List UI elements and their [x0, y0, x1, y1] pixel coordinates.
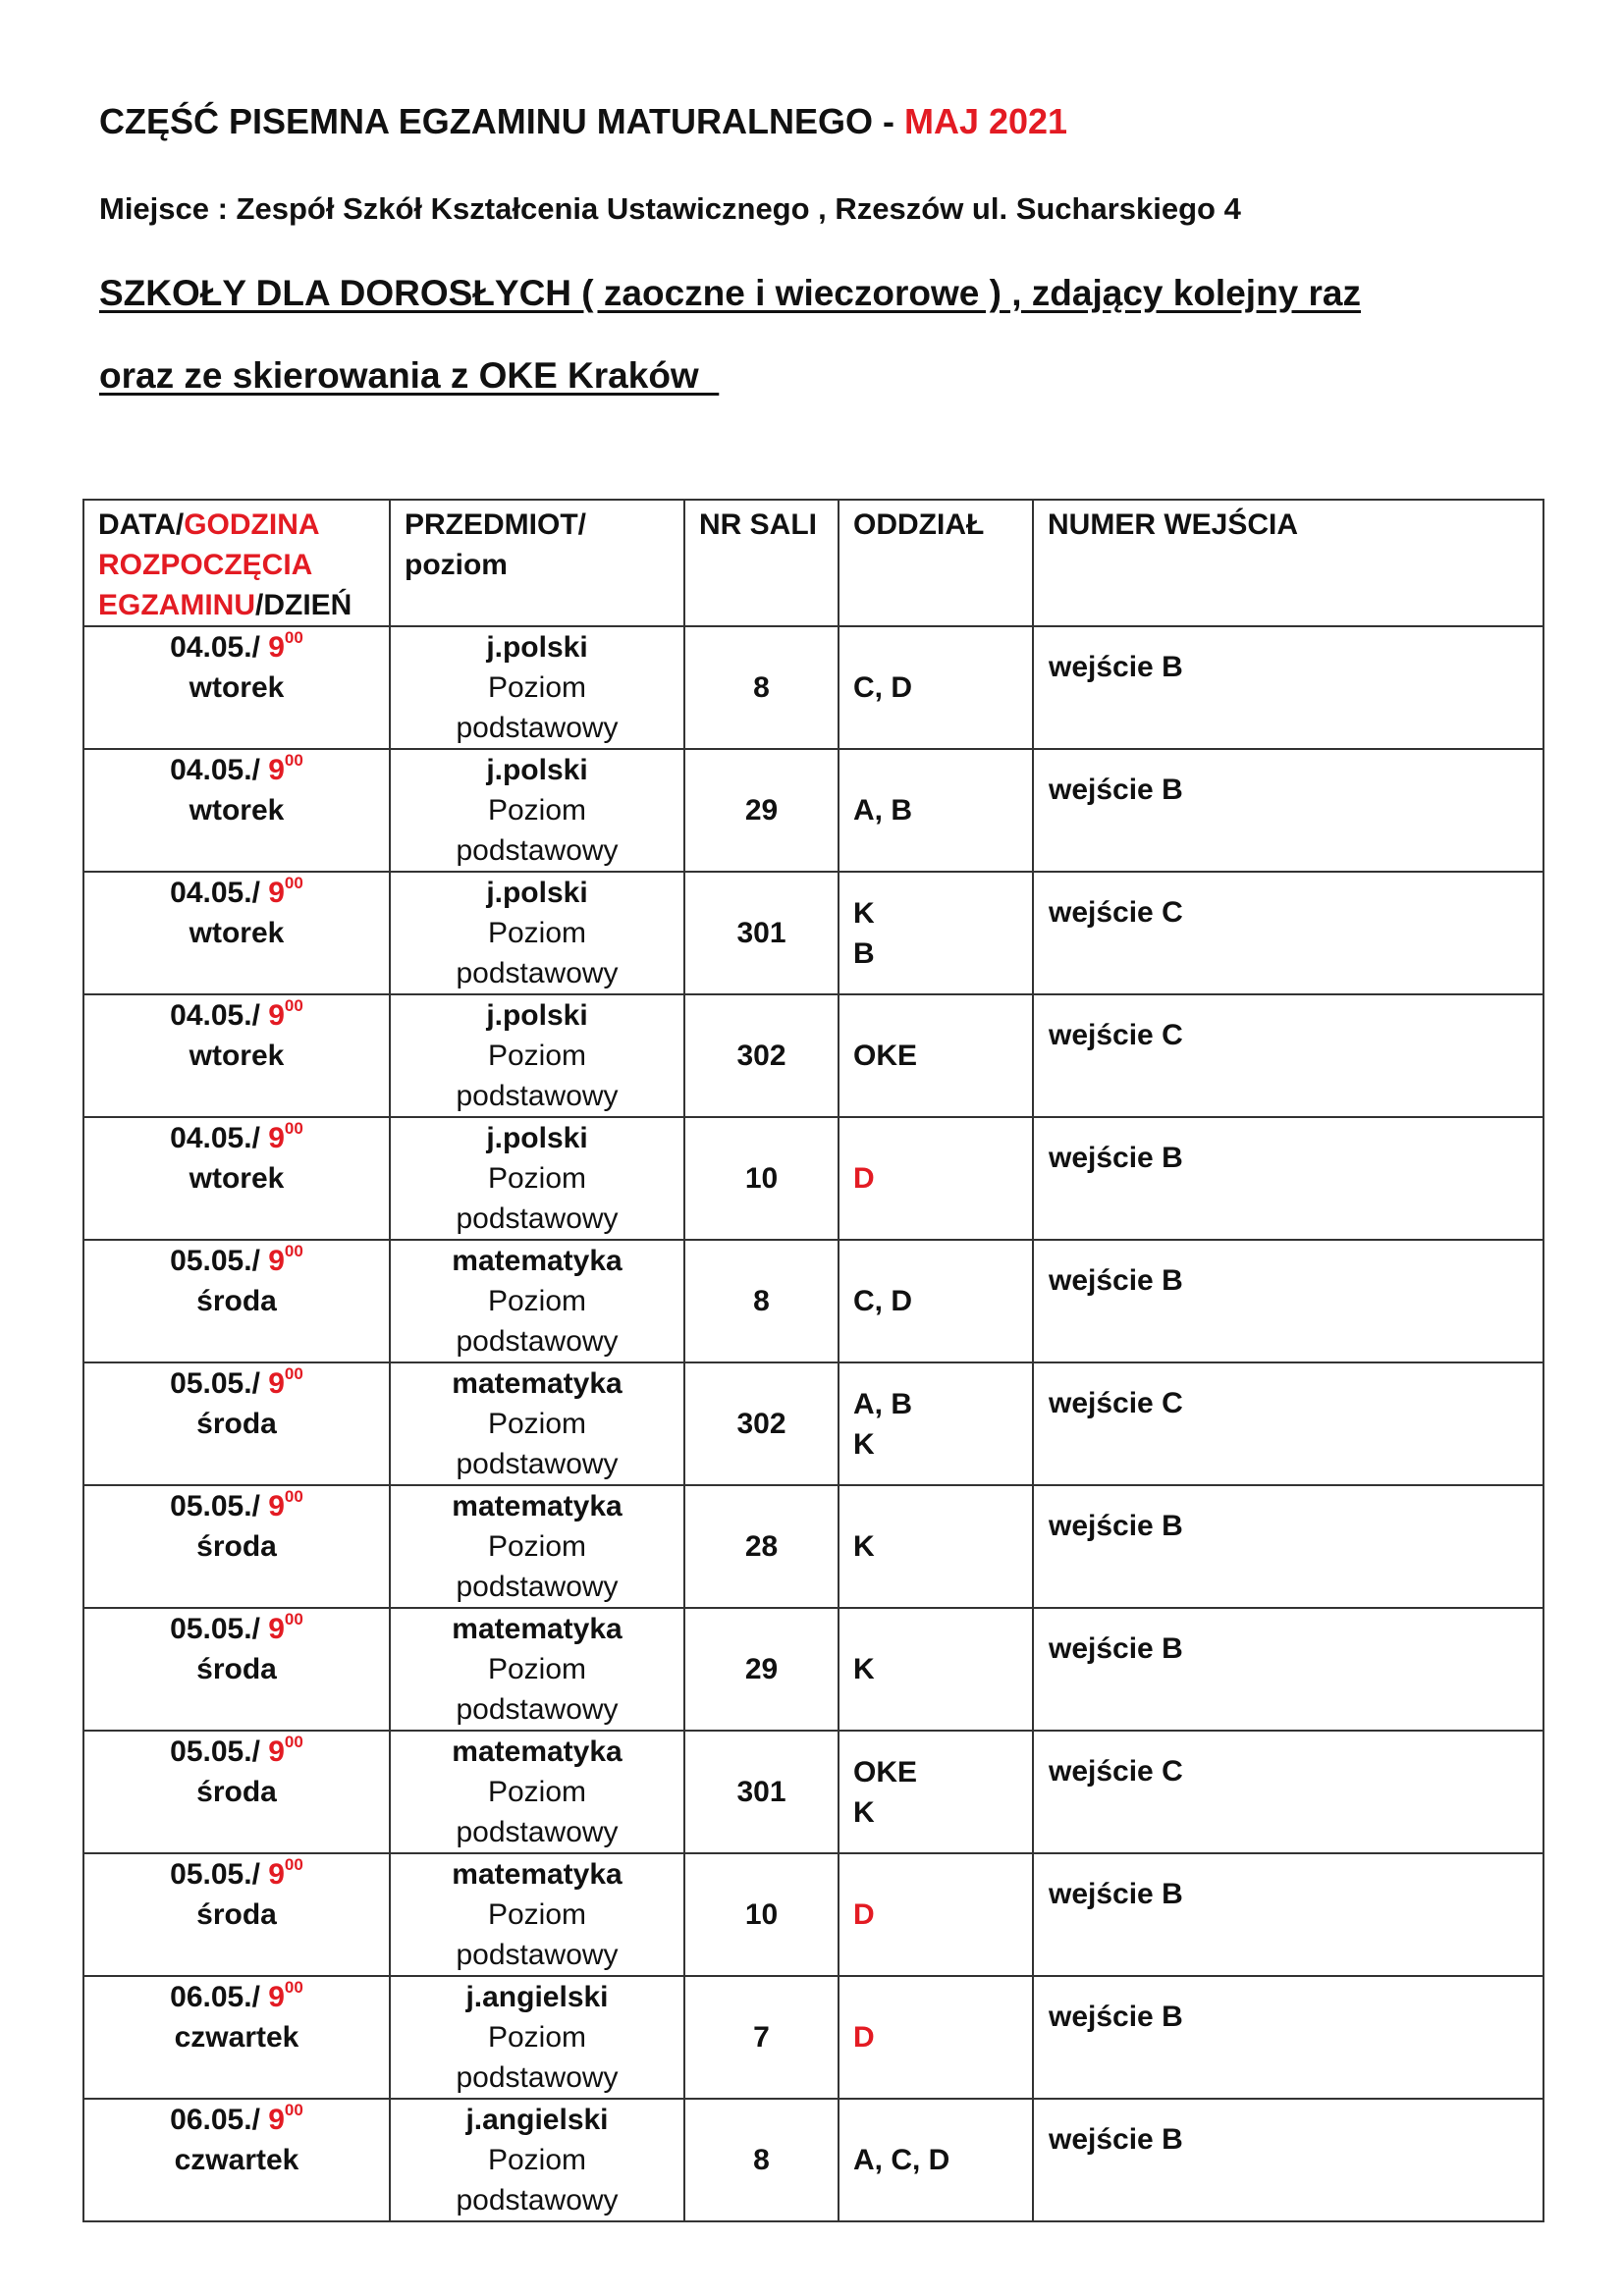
- hour-value: 9: [268, 1122, 285, 1154]
- exam-hour: [268, 1487, 303, 1522]
- exam-day: wtorek: [189, 917, 285, 949]
- exam-date: 04.05./: [170, 999, 269, 1032]
- exam-date: 05.05./: [170, 1490, 269, 1522]
- group-primary: D: [853, 1162, 875, 1195]
- table-row: [83, 1853, 1543, 1976]
- entrance-cell: wejście C: [1033, 1731, 1543, 1853]
- level-value: podstawowy: [456, 957, 619, 989]
- subject-cell: [390, 1853, 684, 1976]
- title-date: MAJ 2021: [903, 101, 1068, 141]
- subject-cell: [390, 1976, 684, 2099]
- subject-name: matematyka: [452, 1735, 623, 1768]
- hour-value: 9: [268, 1735, 285, 1768]
- group-primary: D: [853, 2021, 875, 2054]
- subject-cell: [390, 1117, 684, 1240]
- title-main: CZĘŚĆ PISEMNA EGZAMINU MATURALNEGO -: [99, 101, 904, 141]
- table-row: [83, 1240, 1543, 1362]
- group-primary: C, D: [853, 1285, 912, 1317]
- document-title: [99, 101, 1067, 142]
- exam-day: wtorek: [189, 1040, 285, 1072]
- table-row: [83, 1117, 1543, 1240]
- exam-date: 04.05./: [170, 754, 269, 786]
- group-primary: OKE: [853, 1755, 918, 1789]
- table-body: [83, 626, 1543, 2221]
- minutes-value: 00: [284, 1855, 303, 1874]
- table-row: [83, 1608, 1543, 1731]
- exam-date: 06.05./: [170, 2104, 269, 2136]
- exam-schedule-table: [82, 499, 1544, 2222]
- exam-location: Miejsce : Zespół Szkół Kształcenia Ustawicznego , Rzeszów ul. Sucharskiego 4: [99, 191, 1241, 226]
- minutes-value: 00: [284, 1364, 303, 1383]
- hour-value: 9: [268, 1981, 285, 2013]
- room-number: 301: [684, 1731, 839, 1853]
- subject-name: matematyka: [452, 1490, 623, 1522]
- exam-hour: [268, 1242, 303, 1277]
- schools-subtitle: SZKOŁY DLA DOROSŁYCH ( zaoczne i wieczorowe ) , zdający kolejny raz: [99, 273, 1362, 313]
- date-cell: [83, 2099, 390, 2221]
- entrance-cell: wejście B: [1033, 749, 1543, 872]
- column-header-group: ODDZIAŁ: [839, 500, 1033, 626]
- minutes-value: 00: [284, 996, 303, 1015]
- column-header-entrance: NUMER WEJŚCIA: [1033, 500, 1543, 626]
- exam-day: wtorek: [189, 671, 285, 704]
- minutes-value: 00: [284, 1119, 303, 1138]
- minutes-value: 00: [284, 1487, 303, 1506]
- level-value: podstawowy: [456, 1080, 619, 1112]
- exam-date: 05.05./: [170, 1367, 269, 1400]
- column-header-subject: [390, 500, 684, 626]
- minutes-value: 00: [284, 1242, 303, 1260]
- minutes-value: 00: [284, 1733, 303, 1751]
- entrance-cell: wejście B: [1033, 1485, 1543, 1608]
- room-number: 10: [684, 1853, 839, 1976]
- room-number: 29: [684, 749, 839, 872]
- group-primary: A, B: [853, 1387, 912, 1420]
- entrance-cell: wejście C: [1033, 994, 1543, 1117]
- subject-name: matematyka: [452, 1858, 623, 1891]
- level-value: podstawowy: [456, 1202, 619, 1235]
- level-label: Poziom: [487, 1530, 587, 1563]
- subject-name: j.angielski: [465, 2104, 609, 2136]
- subject-name: matematyka: [452, 1613, 623, 1645]
- subject-header-line2: poziom: [405, 549, 508, 581]
- group-primary: D: [853, 1898, 875, 1931]
- date-cell: [83, 872, 390, 994]
- group-cell: [839, 626, 1033, 749]
- subject-cell: [390, 872, 684, 994]
- exam-date: 05.05./: [170, 1735, 269, 1768]
- exam-hour: [268, 1855, 303, 1891]
- group-primary: K: [853, 1530, 875, 1563]
- table-row: [83, 749, 1543, 872]
- entrance-cell: wejście B: [1033, 1976, 1543, 2099]
- group-cell: [839, 749, 1033, 872]
- level-value: podstawowy: [456, 834, 619, 867]
- subject-cell: [390, 1485, 684, 1608]
- exam-day: środa: [196, 1285, 277, 1317]
- group-primary: K: [853, 1653, 875, 1685]
- group-cell: [839, 1608, 1033, 1731]
- subject-name: j.angielski: [465, 1981, 609, 2013]
- exam-day: środa: [196, 1898, 277, 1931]
- subject-header-line1: PRZEDMIOT/: [405, 508, 586, 541]
- table-header-row: [83, 500, 1543, 626]
- exam-hour: [268, 1978, 303, 2013]
- hour-value: 9: [268, 2104, 285, 2136]
- group-cell: [839, 1976, 1033, 2099]
- exam-day: środa: [196, 1408, 277, 1440]
- table-row: [83, 994, 1543, 1117]
- date-cell: [83, 1853, 390, 1976]
- exam-day: środa: [196, 1530, 277, 1563]
- exam-date: 04.05./: [170, 877, 269, 909]
- entrance-cell: wejście B: [1033, 1608, 1543, 1731]
- subject-name: j.polski: [486, 999, 588, 1032]
- level-label: Poziom: [487, 1776, 587, 1808]
- group-cell: [839, 872, 1033, 994]
- entrance-cell: wejście C: [1033, 1362, 1543, 1485]
- table-row: [83, 1485, 1543, 1608]
- group-primary: C, D: [853, 671, 912, 704]
- hour-value: 9: [268, 1367, 285, 1400]
- date-cell: [83, 626, 390, 749]
- exam-day: środa: [196, 1776, 277, 1808]
- subject-cell: [390, 2099, 684, 2221]
- entrance-cell: wejście C: [1033, 872, 1543, 994]
- level-value: podstawowy: [456, 2061, 619, 2094]
- level-label: Poziom: [487, 1898, 587, 1931]
- group-primary: A, B: [853, 794, 912, 827]
- subject-cell: [390, 994, 684, 1117]
- level-label: Poziom: [487, 2144, 587, 2176]
- date-cell: [83, 994, 390, 1117]
- group-cell: [839, 1853, 1033, 1976]
- hour-value: 9: [268, 999, 285, 1032]
- subject-cell: [390, 1362, 684, 1485]
- entrance-cell: wejście B: [1033, 2099, 1543, 2221]
- level-label: Poziom: [487, 1408, 587, 1440]
- level-value: podstawowy: [456, 2184, 619, 2216]
- group-cell: [839, 1731, 1033, 1853]
- room-number: 7: [684, 1976, 839, 2099]
- group-cell: [839, 1362, 1033, 1485]
- date-cell: [83, 749, 390, 872]
- date-cell: [83, 1976, 390, 2099]
- minutes-value: 00: [284, 1610, 303, 1629]
- table-row: [83, 626, 1543, 749]
- minutes-value: 00: [284, 751, 303, 770]
- room-number: 302: [684, 994, 839, 1117]
- group-secondary: B: [853, 936, 875, 970]
- hour-value: 9: [268, 877, 285, 909]
- minutes-value: 00: [284, 2101, 303, 2119]
- hour-value: 9: [268, 1245, 285, 1277]
- group-secondary: K: [853, 1427, 875, 1461]
- entrance-cell: wejście B: [1033, 626, 1543, 749]
- entrance-cell: wejście B: [1033, 1117, 1543, 1240]
- room-number: 8: [684, 1240, 839, 1362]
- level-value: podstawowy: [456, 1693, 619, 1726]
- level-value: podstawowy: [456, 1816, 619, 1848]
- level-label: Poziom: [487, 1040, 587, 1072]
- exam-date: 04.05./: [170, 631, 269, 664]
- table-row: [83, 1362, 1543, 1485]
- date-cell: [83, 1485, 390, 1608]
- exam-date: 04.05./: [170, 1122, 269, 1154]
- subject-cell: [390, 749, 684, 872]
- room-number: 10: [684, 1117, 839, 1240]
- hour-value: 9: [268, 754, 285, 786]
- level-value: podstawowy: [456, 1448, 619, 1480]
- column-header-room: NR SALI: [684, 500, 839, 626]
- table-row: [83, 1976, 1543, 2099]
- level-label: Poziom: [487, 1653, 587, 1685]
- date-cell: [83, 1608, 390, 1731]
- room-number: 29: [684, 1608, 839, 1731]
- date-header-red-part: GODZINA ROZPOCZĘCIA EGZAMINU: [98, 508, 319, 621]
- exam-hour: [268, 874, 303, 909]
- date-header-part: DATA/: [98, 508, 185, 541]
- entrance-cell: wejście B: [1033, 1853, 1543, 1976]
- hour-value: 9: [268, 1490, 285, 1522]
- room-number: 8: [684, 2099, 839, 2221]
- group-cell: [839, 2099, 1033, 2221]
- level-label: Poziom: [487, 794, 587, 827]
- level-label: Poziom: [487, 671, 587, 704]
- level-value: podstawowy: [456, 1571, 619, 1603]
- exam-day: wtorek: [189, 794, 285, 827]
- room-number: 28: [684, 1485, 839, 1608]
- minutes-value: 00: [284, 628, 303, 647]
- exam-date: 05.05./: [170, 1613, 269, 1645]
- oke-subtitle: oraz ze skierowania z OKE Kraków: [99, 355, 720, 396]
- date-cell: [83, 1240, 390, 1362]
- room-number: 302: [684, 1362, 839, 1485]
- date-cell: [83, 1117, 390, 1240]
- exam-date: 05.05./: [170, 1245, 269, 1277]
- group-cell: [839, 1117, 1033, 1240]
- date-header-day-part: /DZIEŃ: [255, 589, 352, 621]
- exam-hour: [268, 1610, 303, 1645]
- table-row: [83, 872, 1543, 994]
- hour-value: 9: [268, 631, 285, 664]
- group-primary: OKE: [853, 1040, 918, 1072]
- level-value: podstawowy: [456, 712, 619, 744]
- table-row: [83, 1731, 1543, 1853]
- exam-day: wtorek: [189, 1162, 285, 1195]
- hour-value: 9: [268, 1858, 285, 1891]
- subject-name: j.polski: [486, 754, 588, 786]
- level-value: podstawowy: [456, 1325, 619, 1358]
- subject-cell: [390, 1608, 684, 1731]
- column-header-date: [83, 500, 390, 626]
- group-primary: A, C, D: [853, 2144, 950, 2176]
- minutes-value: 00: [284, 874, 303, 892]
- subject-name: matematyka: [452, 1367, 623, 1400]
- group-cell: [839, 1485, 1033, 1608]
- subject-name: matematyka: [452, 1245, 623, 1277]
- minutes-value: 00: [284, 1978, 303, 1997]
- group-secondary: K: [853, 1795, 875, 1829]
- room-number: 8: [684, 626, 839, 749]
- exam-hour: [268, 1364, 303, 1400]
- subject-cell: [390, 1731, 684, 1853]
- group-primary: K: [853, 896, 875, 930]
- room-number: 301: [684, 872, 839, 994]
- exam-hour: [268, 751, 303, 786]
- subject-name: j.polski: [486, 1122, 588, 1154]
- level-label: Poziom: [487, 1285, 587, 1317]
- level-label: Poziom: [487, 1162, 587, 1195]
- exam-date: 05.05./: [170, 1858, 269, 1891]
- exam-hour: [268, 1119, 303, 1154]
- entrance-cell: wejście B: [1033, 1240, 1543, 1362]
- level-label: Poziom: [487, 2021, 587, 2054]
- exam-day: czwartek: [174, 2144, 299, 2176]
- group-cell: [839, 1240, 1033, 1362]
- subject-cell: [390, 626, 684, 749]
- table-row: [83, 2099, 1543, 2221]
- group-cell: [839, 994, 1033, 1117]
- exam-hour: [268, 996, 303, 1032]
- exam-hour: [268, 2101, 303, 2136]
- exam-day: środa: [196, 1653, 277, 1685]
- level-label: Poziom: [487, 917, 587, 949]
- subject-cell: [390, 1240, 684, 1362]
- exam-hour: [268, 1735, 303, 1768]
- level-value: podstawowy: [456, 1939, 619, 1971]
- exam-hour: [268, 628, 303, 664]
- date-cell: [83, 1731, 390, 1853]
- hour-value: 9: [268, 1613, 285, 1645]
- subject-name: j.polski: [486, 877, 588, 909]
- exam-date: 06.05./: [170, 1981, 269, 2013]
- date-cell: [83, 1362, 390, 1485]
- subject-name: j.polski: [486, 631, 588, 664]
- exam-day: czwartek: [174, 2021, 299, 2054]
